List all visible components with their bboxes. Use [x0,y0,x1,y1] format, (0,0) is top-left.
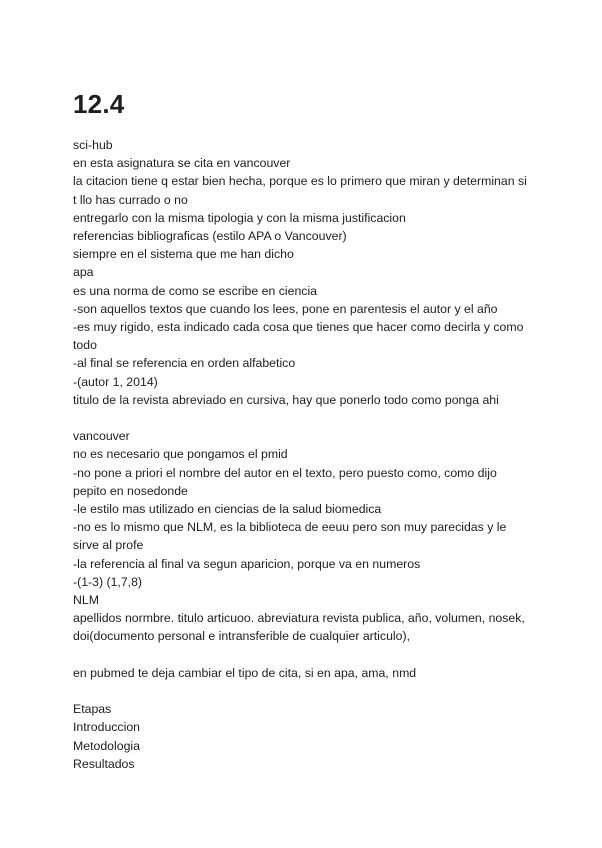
text-line: en esta asignatura se cita en vancouver [73,156,291,171]
text-line: -(1-3) (1,7,8) [73,574,143,589]
blank-line [73,646,543,664]
text-line: Etapas [73,702,112,717]
text-line: vancouver [73,429,130,444]
blank-line [73,682,543,700]
text-line: -no es lo mismo que NLM, es la biblioteca de eeuu pero son muy parecidas y le [73,520,507,535]
text-line: doi(documento personal e intransferible de cualquier articulo), [73,629,410,644]
text-line: -no pone a priori el nombre del autor en el texto, pero puesto como, como dijo [73,465,497,480]
text-line: Resultados [73,756,135,771]
text-line: -es muy rigido, esta indicado cada cosa que tienes que hacer como decirla y como [73,320,524,335]
text-line: en pubmed te deja cambiar el tipo de cita, si en apa, ama, nmd [73,665,417,680]
text-line: sirve al profe [73,538,144,553]
text-line: t llo has currado o no [73,192,188,207]
text-line: apa [73,265,94,280]
text-line: -son aquellos textos que cuando los lees, pone en parentesis el autor y el año [73,301,498,316]
text-line: -le estilo mas utilizado en ciencias de la salud biomedica [73,502,382,517]
blank-line [73,409,543,427]
text-line: Introduccion [73,720,140,735]
text-line: sci-hub [73,138,113,152]
text-line: no es necesario que pongamos el pmid [73,447,288,462]
text-line: entregarlo con la misma tipologia y con la misma justificacion [73,210,406,225]
text-line: todo [73,338,97,353]
text-line: -al final se referencia en orden alfabetico [73,356,296,371]
text-line: NLM [73,593,99,608]
text-line: -la referencia al final va segun aparicion, porque va en numeros [73,556,421,571]
text-line: es una norma de como se escribe en ciencia [73,283,318,298]
text-line: referencias bibliograficas (estilo APA o Vancouver) [73,229,347,244]
text-line: Metodologia [73,738,140,753]
document-body [73,136,543,773]
page-title: 12.4 [73,89,125,119]
text-line: la citacion tiene q estar bien hecha, porque es lo primero que miran y determinan si [73,174,527,189]
text-line: siempre en el sistema que me han dicho [73,247,294,262]
text-line: -(autor 1, 2014) [73,374,158,389]
text-line: titulo de la revista abreviado en cursiva, hay que ponerlo todo como ponga ahi [73,392,499,407]
text-line: pepito en nosedonde [73,483,188,498]
text-line: apellidos normbre. titulo articuoo. abreviatura revista publica, año, volumen, nosek, [73,611,525,626]
